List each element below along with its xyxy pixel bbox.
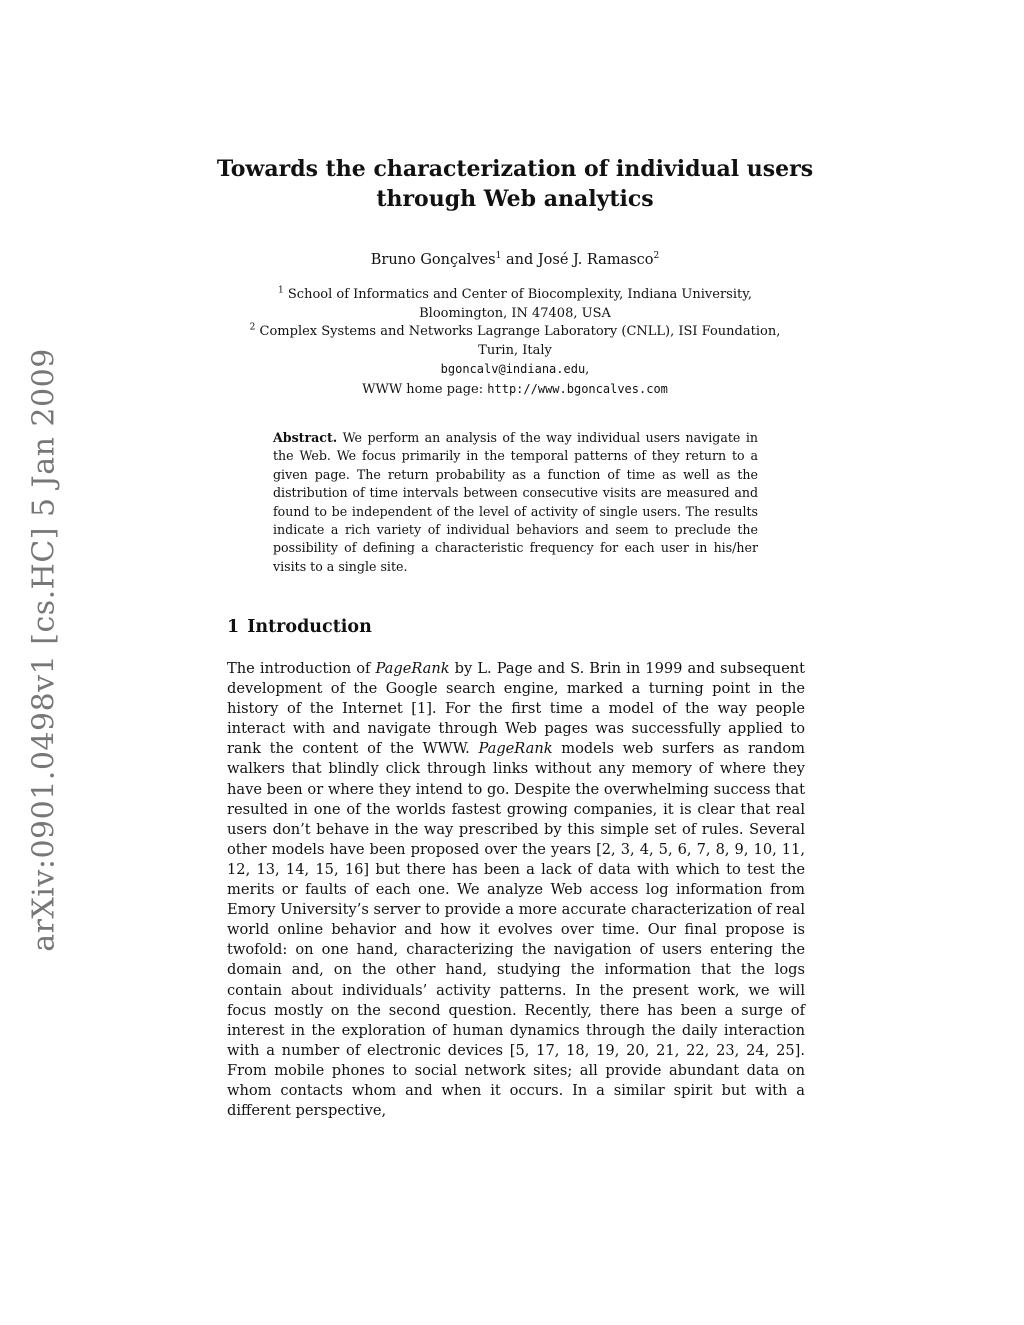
arxiv-side-stamp: arXiv:0901.0498v1 [cs.HC] 5 Jan 2009 [26, 348, 62, 952]
section-title: Introduction [247, 617, 372, 637]
affiliation-1 [220, 286, 810, 305]
author-connector: and [505, 252, 534, 268]
author-1-mark: 1 [495, 251, 502, 262]
affiliation-1-line-1: School of Informatics and Center of Biocomplexity, Indiana University, [287, 287, 752, 302]
paper-title [200, 154, 830, 214]
affiliation-1-mark: 1 [278, 285, 284, 296]
introduction-paragraph [227, 659, 805, 1121]
intro-text-1: The introduction of [227, 660, 376, 677]
author-list [200, 250, 830, 270]
abstract-label: Abstract. [273, 430, 338, 445]
affiliation-1-line-2: Bloomington, IN 47408, USA [419, 305, 611, 321]
affiliation-2 [220, 323, 810, 342]
homepage-link[interactable]: http://www.bgoncalves.com [487, 381, 668, 396]
homepage-label: WWW home page: [362, 381, 484, 397]
email-link[interactable]: bgoncalv@indiana.edu [440, 362, 586, 376]
section-number: 1 [227, 617, 240, 637]
abstract-text: We perform an analysis of the way individual users navigate in the Web. We focus primarily in the temporal patterns of they return to a given page. The return probability as a function of time as well as the distribution of time intervals between consecutive visits are measured and found to be independent of the level of activity of single users. The results indicate a rich variety of individual behaviors and seem to preclude the possibility of defining a characteristic frequency for each user in his/her visits to a single site. [273, 430, 758, 574]
affiliation-2-mark: 2 [249, 322, 256, 333]
title-line-2: through Web analytics [376, 186, 654, 212]
affiliation-2-line-1: Complex Systems and Networks Lagrange Laboratory (CNLL), ISI Foundation, [259, 324, 781, 339]
pagerank-term-2: PageRank [478, 740, 553, 758]
title-line-1: Towards the characterization of individual users [216, 156, 814, 182]
abstract [273, 429, 758, 576]
homepage-line [220, 380, 810, 400]
intro-text-2: by L. Page and S. Brin in 1999 and subsequent development of the Google search engine, marked a turning point in the history of the Internet [1]. For the first time a model of the way people interact with and navigate through Web pages was successfully applied to rank the content of the WWW. [227, 660, 805, 758]
intro-text-3: models web surfers as random walkers that blindly click through links without any memory of where they have been or where they intend to go. Despite the overwhelming success that resulted in one of the worlds fastest growing companies, it is clear that real users don’t behave in the way prescribed by this simple set of rules. Several other models have been proposed over the years [2, 3, 4, 5, 6, 7, 8, 9, 10, 11, 12, 13, 14, 15, 16] but there has been a lack of data with which to test the merits or faults of each one. We analyze Web access log information from Emory University’s server to provide a more accurate characterization of real world online behavior and how it evolves over time. Our final propose is twofold: on one hand, characterizing the navigation of users entering the domain and, on the other hand, studying the information that the logs contain about individuals’ activity patterns. In the present work, we will focus mostly on the second question. Recently, there has been a surge of interest in the exploration of human dynamics through the daily interaction with a number of electronic devices [5, 17, 18, 19, 20, 21, 22, 23, 24, 25]. From mobile phones to social network sites; all provide abundant data on whom contacts whom and when it occurs. In a similar spirit but with a different perspective, [227, 740, 805, 1120]
affiliation-2-line-2: Turin, Italy [478, 342, 552, 358]
pagerank-term-1: PageRank [375, 660, 450, 677]
author-2: José J. Ramasco [537, 252, 654, 268]
author-2-mark: 2 [653, 251, 660, 262]
affiliations [220, 286, 810, 399]
email-separator: , [585, 362, 590, 377]
author-1: Bruno Gonçalves [370, 252, 496, 268]
email-line [220, 360, 810, 380]
section-heading [227, 617, 372, 637]
